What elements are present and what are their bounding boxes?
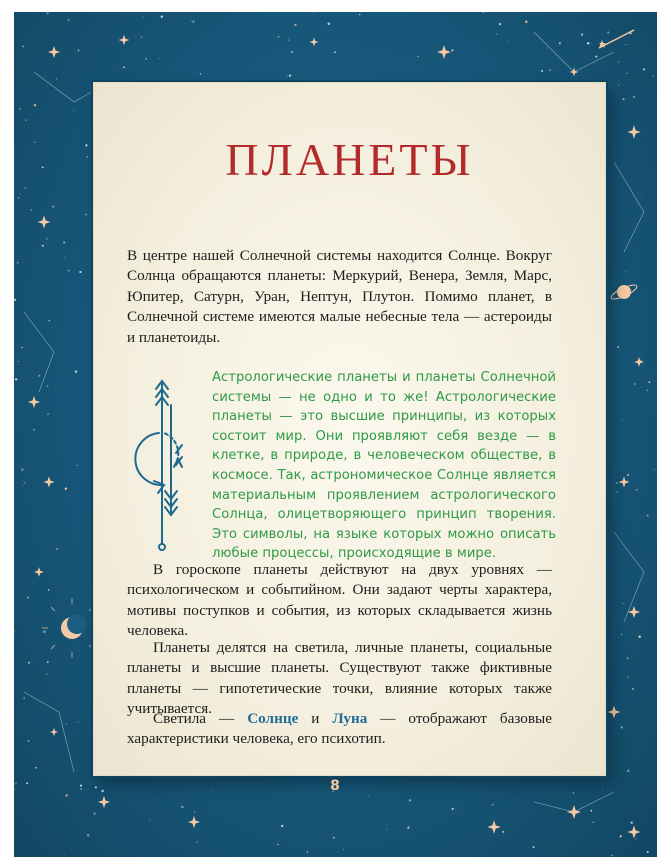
star-dot [25,119,27,121]
star-dot [343,849,344,850]
shooting-star-icon [599,30,634,48]
star-dot [38,375,40,377]
star-dot [79,271,81,273]
star-dot [646,390,648,392]
star-dot [18,197,20,199]
star-dot [76,465,78,467]
star-dot [496,33,497,34]
star-dot [607,31,609,33]
star-dot [77,721,78,722]
star-dot [23,485,24,486]
star-dot [18,361,19,362]
star-dot [65,257,66,258]
paragraph-levels: В гороскопе планеты действуют на двух уровнях — психологическом и событийном. Они задают черты характера, мотивы поступков и события, из которых складывается жизнь человека. [127,561,552,640]
star-dot [359,14,360,15]
star-dot [638,636,640,638]
star-dot [56,548,58,550]
star-dot [625,271,626,272]
star-dot [499,23,501,25]
star-dot [281,825,283,827]
star-dot [483,12,485,13]
ringed-planet-icon [610,282,639,301]
star-dot [288,40,289,41]
star-dot [294,24,296,26]
crescent-moon-icon [61,614,87,639]
star-dot [307,851,309,853]
star-dot [200,73,201,74]
star-dot [73,109,74,110]
star-dot [625,44,626,45]
star-dot [68,19,70,21]
star-dot [636,489,638,491]
star-dot [525,21,528,24]
star-dot [595,56,597,58]
star-icon [188,816,200,828]
star-dot [80,788,82,790]
star-dot [34,104,36,106]
star-dot [627,474,629,476]
star-dot [14,299,16,301]
star-dot [627,658,629,660]
constellation-line [24,312,54,392]
star-dot [546,47,547,48]
star-dot [66,723,67,724]
star-dot [593,822,594,823]
star-dot [63,242,65,244]
star-dot [28,740,30,742]
star-dot [42,166,44,168]
page-background [14,12,657,857]
star-dot [313,12,314,13]
star-dot [277,844,278,845]
star-dot [24,187,26,189]
star-dot [634,383,636,385]
star-dot [627,770,630,773]
star-dot [85,214,87,216]
star-dot [19,108,21,110]
paragraph-luminaries [127,709,552,750]
star-dot [196,841,197,842]
star-dot [87,834,90,837]
star-icon [437,45,451,59]
star-dot [611,854,613,856]
star-icon [38,216,51,229]
star-dot [334,51,336,53]
star-icon [98,796,110,808]
star-dot [581,34,583,36]
star-dot [627,73,628,74]
star-dot [21,347,23,349]
star-dot [23,697,25,699]
star-dot [95,786,97,788]
luminaries-intro-text: Светила — [153,710,248,727]
star-dot [602,787,603,788]
star-dot [622,419,623,420]
star-dot [64,853,65,854]
star-dot [31,209,32,210]
star-dot [34,141,36,143]
star-dot [641,199,642,200]
star-dot [618,61,619,62]
star-icon [50,728,58,736]
star-icon [34,567,44,577]
star-dot [43,631,46,634]
star-dot [492,804,494,806]
star-dot [56,78,57,79]
star-dot [66,794,68,796]
star-dot [123,66,125,68]
star-icon [619,477,630,488]
star-dot [573,792,574,793]
star-dot [541,70,543,72]
star-icon [627,125,640,138]
star-dot [47,661,49,663]
star-dot [35,767,37,769]
intro-paragraph: В центре нашей Солнечной системы находится Солнце. Вокруг Солнца обращаются планеты: Меркурий, Венера, Земля, Марс, Юпитер, Сатурн, Уран, Нептун, Плутон. Помимо планет, в Солнечной системе имеются малые небесные тела — астероиды и планетоиды. [127,247,552,346]
star-dot [386,829,387,830]
star-dot [46,674,47,675]
star-dot [47,385,49,387]
star-dot [26,782,28,784]
star-dot [590,810,592,812]
star-dot [587,42,589,44]
star-dot [502,831,504,833]
star-dot [622,98,624,100]
star-dot [190,20,191,21]
star-icon [119,35,130,46]
star-dot [623,603,624,604]
paragraph-categories: Планеты делятся на светила, личные планеты, социальные планеты и высшие планеты. Существуют также фиктивные планеты — гипотетические точки, влияние которых также учитывается. [127,639,552,718]
star-dot [254,37,255,38]
star-dot [161,15,164,18]
star-dot [46,238,48,240]
star-dot [647,515,649,517]
page-title: ПЛАНЕТЫ [225,134,474,185]
star-dot [46,12,48,14]
star-icon [634,357,644,367]
star-dot [145,58,147,60]
star-dot [647,851,649,853]
star-dot [24,482,25,483]
star-icon [487,820,500,833]
page-number: 8 [330,778,340,794]
star-dot [628,676,629,677]
star-dot [101,790,103,792]
star-dot [211,790,212,791]
star-dot [15,783,17,785]
content-panel [94,83,605,775]
star-dot [617,492,618,493]
star-dot [33,429,34,430]
star-dot [14,789,15,790]
term-moon: Луна [332,710,368,727]
star-dot [80,784,82,786]
star-dot [620,835,622,837]
star-icon [608,706,621,719]
star-dot [632,688,634,690]
star-dot [643,68,645,70]
star-dot [192,21,194,23]
star-dot [289,75,291,77]
star-dot [618,85,619,86]
star-dot [635,839,636,840]
star-icon [627,825,640,838]
luminaries-rest-text: — отображают базовые характеристики человека, его психотип. [127,710,553,748]
star-dot [48,589,50,591]
star-dot [287,76,288,77]
star-dot [409,799,411,801]
star-dot [417,56,418,57]
star-dot [14,630,15,632]
star-dot [78,49,80,51]
star-dot [333,837,335,839]
star-dot [42,245,44,247]
star-dot [617,346,619,348]
star-dot [49,320,50,321]
star-dot [47,414,48,415]
star-icon [567,805,581,819]
star-dot [368,795,369,796]
star-dot [52,205,54,207]
star-dot [75,371,77,373]
arrow-glyph-icon [124,375,194,555]
constellation-line [614,162,644,252]
star-dot [15,378,17,380]
star-dot [649,381,651,383]
constellation-line [534,32,614,72]
star-icon [43,476,54,487]
star-dot [22,45,24,47]
star-dot [559,42,561,44]
star-dot [159,58,160,59]
star-dot [451,49,453,51]
star-dot [87,156,88,157]
star-dot [452,808,454,810]
star-icon [48,46,60,58]
star-dot [278,36,280,38]
star-dot [654,469,655,470]
star-dot [93,812,96,815]
star-dot [621,634,623,636]
star-dot [616,482,618,484]
star-dot [68,270,70,272]
star-dot [28,662,30,664]
star-dot [633,96,635,98]
star-dot [291,51,293,53]
star-dot [85,144,87,146]
constellation-line [24,692,74,772]
star-dot [533,846,535,848]
star-dot [591,43,592,44]
star-dot [36,573,37,574]
star-dot [27,596,29,598]
star-dot [549,69,551,71]
star-dot [17,262,19,264]
star-dot [21,469,23,471]
star-dot [19,194,20,195]
info-note: Астрологические планеты и планеты Солнечной системы — не одно и то же! Астрологические планеты — это высшие принципы, из которых состоит мир. Они проявляют себя везде — в клетке, в природе, в человеческом обществе, в космосе. Так, астрономическое Солнце является материальным проявлением астрологического Солнца, олицетворяющего принцип творения. Это символы, на языке которых можно описать любые процессы, происходящие в мире. [212,370,556,562]
star-dot [328,22,331,25]
star-dot [652,75,654,77]
star-dot [631,822,633,824]
term-sun: Солнце [247,710,299,727]
constellation-line [614,532,644,622]
star-icon [309,37,318,46]
star-dot [149,820,150,821]
star-dot [143,17,144,18]
star-dot [194,812,195,813]
star-dot [407,827,409,829]
star-icon [28,396,40,408]
star-dot [508,40,509,41]
star-dot [65,487,67,489]
conjunction-text: и [298,710,333,727]
star-dot [621,726,623,728]
star-dot [181,806,183,808]
star-dot [141,36,143,38]
